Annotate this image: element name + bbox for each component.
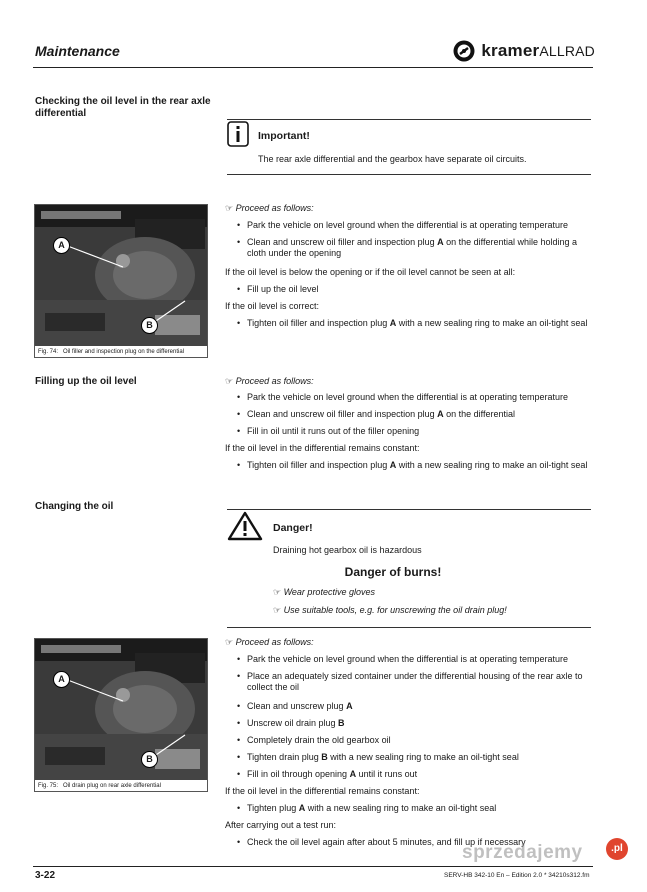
figure-74-caption: Fig. 74: Oil filler and inspection plug on the differential [35,345,207,357]
list-item: • Check the oil level again after about 5 minutes, and fill up if necessary [237,837,526,847]
document-reference: SERV-HB 342-10 En – Edition 2.0 * 34210s312.fm [444,872,590,879]
hand-pointer-icon: ☞ [225,376,234,386]
important-bottom-rule [227,174,591,175]
condition-correct: If the oil level is correct: [225,301,320,311]
important-text: The rear axle differential and the gearbox have separate oil circuits. [258,154,527,164]
page-number: 3-22 [35,870,56,881]
condition-constant-2: If the oil level in the differential remains constant: [225,443,420,453]
list-item: • Fill up the oil level [237,284,319,294]
list-item: • Tighten plug A with a new sealing ring to make an oil-tight seal [237,803,497,813]
warning-triangle-icon [227,511,263,541]
list-item: • Fill in oil through opening A until it runs out [237,769,418,779]
proceed-line-1: ☞ Proceed as follows: [225,203,314,213]
differential-photo-75 [35,639,207,779]
header-rule [33,67,593,68]
bullet-clean-unscrew-1: Clean and unscrew oil filler and inspection plug A on the differential while holding a cloth under the opening [247,237,578,258]
condition-constant-3: If the oil level in the differential remains constant: [225,786,420,796]
info-icon [227,121,249,147]
section-heading-check-oil: Checking the oil level in the rear axle differential [35,96,211,119]
proceed-line-3: ☞ Proceed as follows: [225,637,314,647]
danger-title: Danger! [273,522,313,534]
condition-test-run: After carrying out a test run: [225,820,337,830]
list-item: • Tighten drain plug B with a new sealing ring to make an oil-tight seal [237,752,519,762]
important-title: Important! [258,130,310,142]
list-item: • Tighten oil filler and inspection plug A with a new sealing ring to make an oil-tight seal [237,460,588,470]
figure-74-label-a: A [53,237,70,254]
hand-pointer-icon: ☞ [225,637,234,647]
figure-74-label-b: B [141,317,158,334]
list-item: • Unscrew oil drain plug B [237,718,345,728]
footer-rule [33,866,593,867]
hand-pointer-icon: ☞ [273,587,282,597]
differential-photo-74 [35,205,207,345]
figure-75-label-a: A [53,671,70,688]
figure-74 [34,204,208,358]
danger-hint-gloves: ☞ Wear protective gloves [273,587,375,597]
section-heading-change-oil: Changing the oil [35,501,114,512]
proceed-line-2: ☞ Proceed as follows: [225,376,314,386]
danger-text: Draining hot gearbox oil is hazardous [273,545,422,555]
figure-75-label-b: B [141,751,158,768]
watermark-text: sprzedajemy [462,842,583,863]
brand-wordmark: kramerALLRAD [481,41,595,60]
brand-logo-block [453,40,595,62]
hand-pointer-icon: ☞ [225,203,234,213]
list-item: • Tighten oil filler and inspection plug A with a new sealing ring to make an oil-tight seal [237,318,588,328]
list-item: • Park the vehicle on level ground when the differential is at operating temperature [237,392,569,402]
list-item: • Clean and unscrew oil filler and inspection plug A on the differential while holding a cloth under the opening [237,237,597,259]
figure-75-caption: Fig. 75: Oil drain plug on rear axle differential [35,779,207,791]
watermark-badge: .pl [606,838,628,860]
danger-hint-tools: ☞ Use suitable tools, e.g. for unscrewing the oil drain plug! [273,605,507,615]
list-item: • Place an adequately sized container under the differential housing of the rear axle to collect the oil [237,671,583,692]
danger-top-rule [227,509,591,510]
section-heading-fill-up: Filling up the oil level [35,376,137,387]
list-item: • Park the vehicle on level ground when the differential is at operating temperature [237,654,569,664]
important-top-rule [227,119,591,120]
list-item: • Park the vehicle on level ground when the differential is at operating temperature [237,220,569,230]
danger-bottom-rule [227,627,591,628]
page-header-title: Maintenance [35,43,120,59]
list-item: • Fill in oil until it runs out of the filler opening [237,426,420,436]
list-item: • Clean and unscrew plug A [237,701,353,711]
list-item: • Clean and unscrew oil filler and inspection plug A on the differential [237,409,516,419]
list-item: • Completely drain the old gearbox oil [237,735,391,745]
hand-pointer-icon: ☞ [273,605,282,615]
figure-75 [34,638,208,792]
danger-burns: Danger of burns! [344,565,442,579]
condition-below: If the oil level is below the opening or if the oil level cannot be seen at all: [225,267,516,277]
kramer-logo-icon [453,40,475,62]
